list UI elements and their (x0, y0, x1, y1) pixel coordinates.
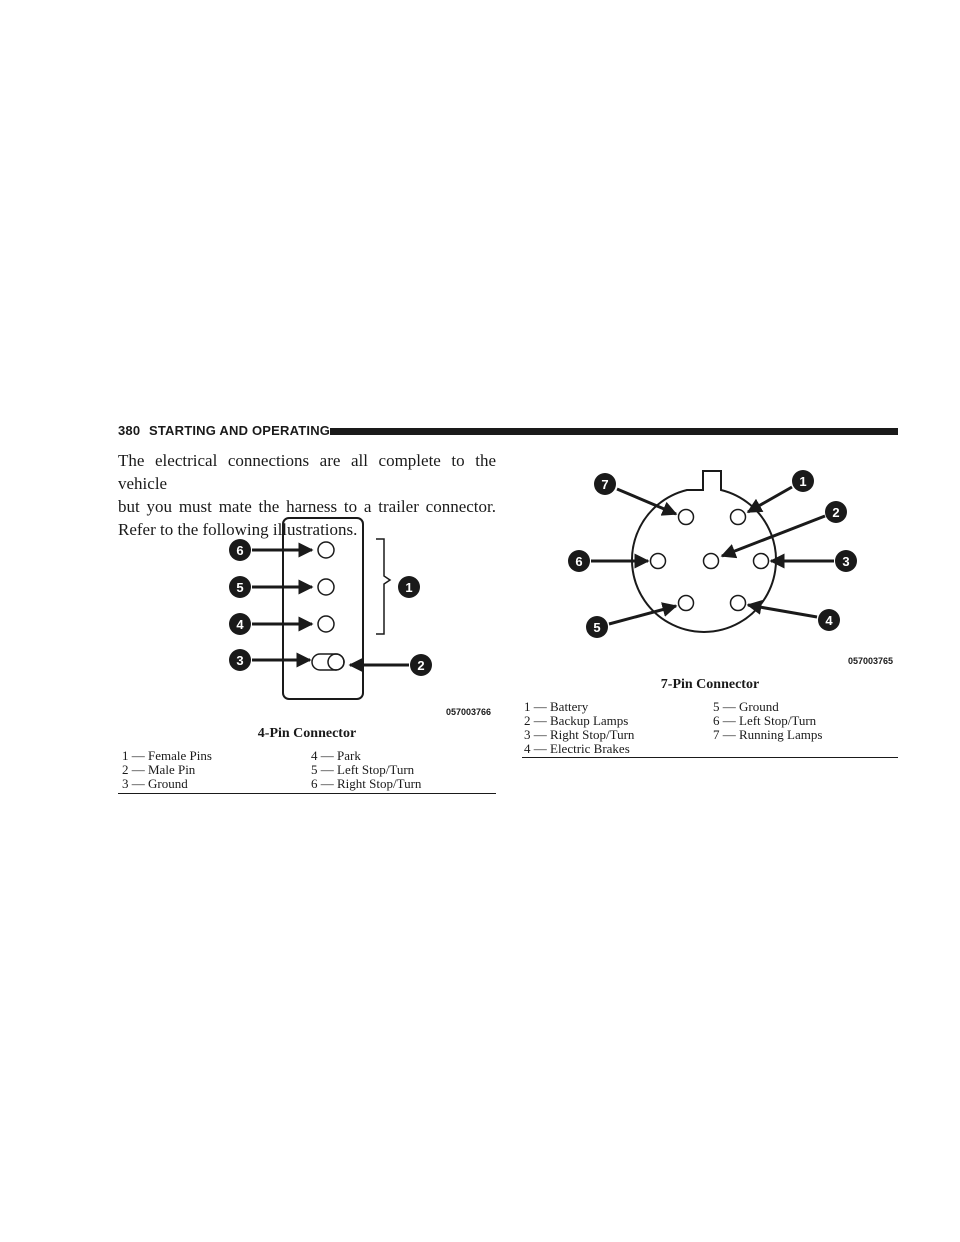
legend-item: 4 — Park (311, 748, 361, 763)
callout-2 (825, 501, 847, 523)
legend-item: 6 — Left Stop/Turn (713, 713, 817, 728)
svg-text:4: 4 (236, 617, 244, 632)
pin-2 (704, 554, 719, 569)
callout-7 (594, 473, 616, 495)
legend-item: 2 — Male Pin (122, 762, 196, 777)
pin-5 (679, 596, 694, 611)
seven-pin-caption: 7-Pin Connector (660, 677, 760, 692)
callout-5 (586, 616, 608, 638)
legend-item: 2 — Backup Lamps (524, 713, 629, 728)
intro-line: but you must mate the harness to a trailer connector. (118, 497, 496, 516)
intro-line: Refer to the following illustrations. (118, 520, 358, 539)
four-pin-rule (118, 793, 496, 794)
pin-4 (731, 596, 746, 611)
arrow (748, 487, 792, 512)
legend-item: 1 — Battery (524, 699, 589, 714)
connector-housing (632, 471, 776, 632)
pin-1 (731, 510, 746, 525)
arrow (748, 605, 817, 617)
callout-3 (229, 649, 251, 671)
four-pin-caption: 4-Pin Connector (257, 726, 357, 741)
legend-item: 1 — Female Pins (122, 748, 212, 763)
legend-item: 5 — Ground (713, 699, 779, 714)
svg-text:1: 1 (799, 474, 807, 489)
callout-1 (398, 576, 420, 598)
callout-4 (229, 613, 251, 635)
arrow (617, 489, 676, 514)
legend-item: 6 — Right Stop/Turn (311, 776, 422, 791)
svg-text:3: 3 (236, 653, 244, 668)
callout-4 (818, 609, 840, 631)
svg-text:4: 4 (825, 613, 833, 628)
callout-6 (229, 539, 251, 561)
female-pin (318, 542, 334, 558)
page-number: 380 (118, 423, 141, 438)
arrow (722, 516, 825, 556)
svg-text:6: 6 (575, 554, 583, 569)
four-pin-legend (122, 749, 496, 793)
legend-item: 3 — Ground (122, 776, 188, 791)
pin-7 (679, 510, 694, 525)
callout-2 (410, 654, 432, 676)
seven-pin-diagram (568, 470, 893, 666)
callout-1 (792, 470, 814, 492)
image-code: 057003765 (848, 656, 894, 666)
legend-item: 4 — Electric Brakes (524, 741, 630, 756)
legend-item: 7 — Running Lamps (713, 727, 823, 742)
legend-item: 5 — Left Stop/Turn (311, 762, 415, 777)
callout-6 (568, 550, 590, 572)
svg-text:1: 1 (405, 580, 413, 595)
svg-text:7: 7 (601, 477, 609, 492)
female-pin (318, 616, 334, 632)
svg-text:3: 3 (842, 554, 850, 569)
svg-text:6: 6 (236, 543, 244, 558)
svg-text:2: 2 (832, 505, 840, 520)
bracket (376, 539, 390, 634)
legend-item: 3 — Right Stop/Turn (524, 727, 635, 742)
svg-text:5: 5 (593, 620, 601, 635)
image-code: 057003766 (446, 707, 492, 717)
section-title: STARTING AND OPERATING (149, 423, 331, 438)
intro-line: The electrical connections are all complete to the vehicle (118, 451, 496, 493)
seven-pin-legend (524, 700, 898, 756)
svg-text:5: 5 (236, 580, 244, 595)
seven-pin-rule (522, 757, 898, 758)
female-pin (318, 579, 334, 595)
svg-text:2: 2 (417, 658, 425, 673)
pin-3 (754, 554, 769, 569)
pin-6 (651, 554, 666, 569)
callout-3 (835, 550, 857, 572)
connector-housing (283, 518, 363, 699)
callout-5 (229, 576, 251, 598)
